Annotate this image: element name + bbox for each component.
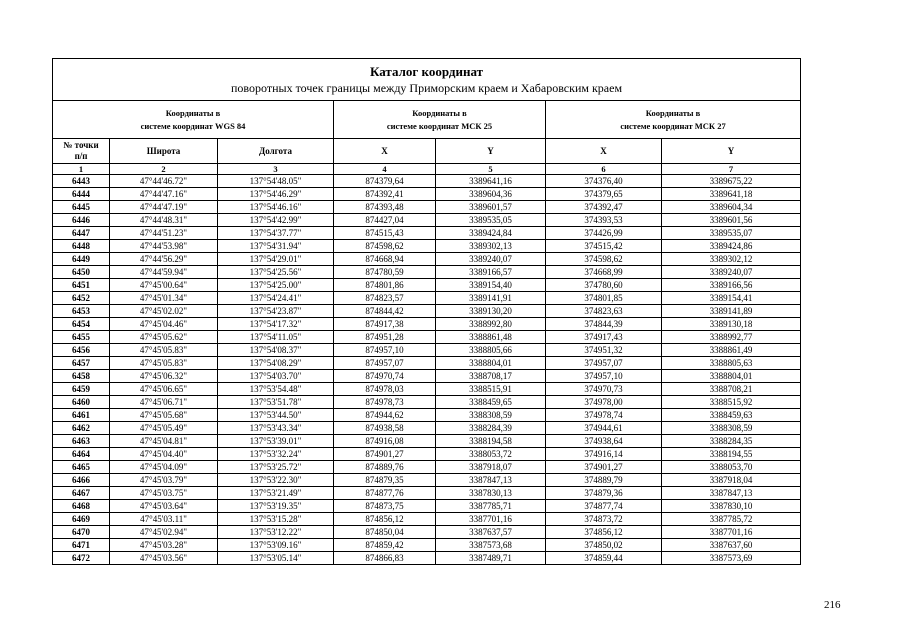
column-header-y-msk25: Y: [436, 139, 546, 164]
cell-x-msk25: 874957,10: [334, 344, 436, 357]
cell-y-msk27: 3387701,16: [662, 526, 801, 539]
cell-y-msk25: 3387918,07: [436, 461, 546, 474]
cell-y-msk25: 3389166,57: [436, 266, 546, 279]
cell-x-msk25: 874873,75: [334, 500, 436, 513]
cell-x-msk27: 374951,32: [546, 344, 662, 357]
cell-x-msk25: 874801,86: [334, 279, 436, 292]
cell-point-number: 6462: [53, 422, 110, 435]
cell-x-msk27: 374426,99: [546, 227, 662, 240]
cell-latitude: 47°45'01.34": [110, 292, 218, 305]
cell-latitude: 47°44'47.16": [110, 188, 218, 201]
cell-x-msk27: 374957,10: [546, 370, 662, 383]
table-row: [53, 526, 801, 539]
cell-longitude: 137°53'21.49": [218, 487, 334, 500]
cell-latitude: 47°44'56.29": [110, 253, 218, 266]
cell-longitude: 137°53'25.72": [218, 461, 334, 474]
table-row: [53, 292, 801, 305]
table-row: [53, 435, 801, 448]
cell-latitude: 47°44'47.19": [110, 201, 218, 214]
cell-point-number: 6466: [53, 474, 110, 487]
table-row: [53, 214, 801, 227]
cell-latitude: 47°45'03.56": [110, 552, 218, 565]
table-row: [53, 448, 801, 461]
cell-point-number: 6465: [53, 461, 110, 474]
cell-longitude: 137°54'37.77": [218, 227, 334, 240]
cell-x-msk25: 874844,42: [334, 305, 436, 318]
cell-y-msk27: 3387573,69: [662, 552, 801, 565]
cell-longitude: 137°54'29.01": [218, 253, 334, 266]
cell-x-msk27: 374393,53: [546, 214, 662, 227]
table-row: [53, 201, 801, 214]
cell-y-msk25: 3388284,39: [436, 422, 546, 435]
table-row: [53, 266, 801, 279]
cell-latitude: 47°45'05.62": [110, 331, 218, 344]
cell-x-msk27: 374392,47: [546, 201, 662, 214]
cell-x-msk27: 374379,65: [546, 188, 662, 201]
table-row: [53, 188, 801, 201]
table-row: [53, 253, 801, 266]
table-row: [53, 240, 801, 253]
cell-x-msk25: 874515,43: [334, 227, 436, 240]
cell-longitude: 137°54'08.37": [218, 344, 334, 357]
cell-latitude: 47°45'02.02": [110, 305, 218, 318]
cell-longitude: 137°53'32.24": [218, 448, 334, 461]
cell-y-msk27: 3389240,07: [662, 266, 801, 279]
table-row: [53, 318, 801, 331]
cell-x-msk27: 374780,60: [546, 279, 662, 292]
table-row: [53, 487, 801, 500]
column-header-x-msk25: X: [334, 139, 436, 164]
table-subtitle: поворотных точек границы между Приморским краем и Хабаровским краем: [231, 81, 623, 95]
cell-x-msk27: 374916,14: [546, 448, 662, 461]
cell-point-number: 6453: [53, 305, 110, 318]
cell-y-msk27: 3389424,86: [662, 240, 801, 253]
cell-y-msk25: 3387701,16: [436, 513, 546, 526]
cell-x-msk27: 374877,74: [546, 500, 662, 513]
cell-x-msk25: 874850,04: [334, 526, 436, 539]
cell-x-msk25: 874823,57: [334, 292, 436, 305]
cell-x-msk27: 374873,72: [546, 513, 662, 526]
cell-x-msk25: 874598,62: [334, 240, 436, 253]
cell-x-msk25: 874978,03: [334, 383, 436, 396]
cell-y-msk25: 3388805,66: [436, 344, 546, 357]
cell-x-msk25: 874938,58: [334, 422, 436, 435]
cell-y-msk25: 3388459,65: [436, 396, 546, 409]
cell-point-number: 6460: [53, 396, 110, 409]
cell-x-msk27: 374879,36: [546, 487, 662, 500]
cell-x-msk27: 374957,07: [546, 357, 662, 370]
cell-x-msk27: 374938,64: [546, 435, 662, 448]
cell-x-msk27: 374978,00: [546, 396, 662, 409]
cell-point-number: 6448: [53, 240, 110, 253]
column-number: 6: [546, 164, 662, 175]
coordinate-table: [52, 58, 801, 565]
cell-y-msk25: 3388804,01: [436, 357, 546, 370]
cell-latitude: 47°45'03.11": [110, 513, 218, 526]
cell-x-msk27: 374970,73: [546, 383, 662, 396]
cell-point-number: 6469: [53, 513, 110, 526]
table-row: [53, 344, 801, 357]
cell-longitude: 137°53'15.28": [218, 513, 334, 526]
cell-x-msk25: 874978,73: [334, 396, 436, 409]
table-row: [53, 539, 801, 552]
cell-latitude: 47°44'48.31": [110, 214, 218, 227]
column-number: 1: [53, 164, 110, 175]
cell-longitude: 137°54'03.70": [218, 370, 334, 383]
cell-x-msk27: 374376,40: [546, 175, 662, 188]
cell-longitude: 137°53'09.16": [218, 539, 334, 552]
cell-point-number: 6464: [53, 448, 110, 461]
cell-y-msk27: 3388805,63: [662, 357, 801, 370]
cell-y-msk27: 3388459,63: [662, 409, 801, 422]
cell-y-msk25: 3387489,71: [436, 552, 546, 565]
column-header-longitude: Долгота: [218, 139, 334, 164]
table-row: [53, 305, 801, 318]
cell-point-number: 6454: [53, 318, 110, 331]
cell-y-msk25: 3388861,48: [436, 331, 546, 344]
cell-x-msk25: 874970,74: [334, 370, 436, 383]
cell-latitude: 47°45'04.40": [110, 448, 218, 461]
cell-longitude: 137°54'11.05": [218, 331, 334, 344]
cell-y-msk25: 3389604,36: [436, 188, 546, 201]
cell-point-number: 6446: [53, 214, 110, 227]
table-row: [53, 279, 801, 292]
cell-point-number: 6455: [53, 331, 110, 344]
cell-y-msk25: 3388194,58: [436, 435, 546, 448]
column-number: 2: [110, 164, 218, 175]
cell-latitude: 47°45'04.09": [110, 461, 218, 474]
cell-y-msk25: 3389240,07: [436, 253, 546, 266]
cell-point-number: 6443: [53, 175, 110, 188]
cell-y-msk27: 3389535,07: [662, 227, 801, 240]
cell-y-msk27: 3387785,72: [662, 513, 801, 526]
cell-point-number: 6459: [53, 383, 110, 396]
cell-x-msk27: 374856,12: [546, 526, 662, 539]
cell-y-msk25: 3387637,57: [436, 526, 546, 539]
table-row: [53, 331, 801, 344]
cell-x-msk27: 374889,79: [546, 474, 662, 487]
cell-y-msk25: 3389535,05: [436, 214, 546, 227]
cell-y-msk27: 3388194,55: [662, 448, 801, 461]
cell-longitude: 137°53'05.14": [218, 552, 334, 565]
cell-latitude: 47°45'03.64": [110, 500, 218, 513]
cell-y-msk25: 3388992,80: [436, 318, 546, 331]
cell-point-number: 6456: [53, 344, 110, 357]
table-row: [53, 461, 801, 474]
column-number-row: [53, 164, 801, 175]
column-header-latitude: Широта: [110, 139, 218, 164]
cell-longitude: 137°53'39.01": [218, 435, 334, 448]
page-number: 216: [824, 599, 841, 611]
cell-y-msk25: 3388053,72: [436, 448, 546, 461]
cell-latitude: 47°45'03.79": [110, 474, 218, 487]
cell-point-number: 6468: [53, 500, 110, 513]
table-row: [53, 383, 801, 396]
cell-longitude: 137°54'46.16": [218, 201, 334, 214]
cell-y-msk25: 3389130,20: [436, 305, 546, 318]
table-row: [53, 474, 801, 487]
cell-y-msk27: 3387918,04: [662, 474, 801, 487]
table-title-cell: [53, 59, 801, 101]
cell-point-number: 6458: [53, 370, 110, 383]
column-number: 3: [218, 164, 334, 175]
cell-x-msk25: 874780,59: [334, 266, 436, 279]
cell-y-msk27: 3389601,56: [662, 214, 801, 227]
cell-longitude: 137°54'08.29": [218, 357, 334, 370]
cell-y-msk27: 3388804,01: [662, 370, 801, 383]
cell-x-msk27: 374668,99: [546, 266, 662, 279]
table-row: [53, 513, 801, 526]
cell-longitude: 137°53'44.50": [218, 409, 334, 422]
cell-x-msk25: 874889,76: [334, 461, 436, 474]
cell-x-msk25: 874393,48: [334, 201, 436, 214]
group-header-msk27: Координаты в системе координат МСК 27: [546, 101, 801, 139]
cell-longitude: 137°54'24.41": [218, 292, 334, 305]
cell-x-msk27: 374978,74: [546, 409, 662, 422]
coordinate-catalog-document: [52, 58, 800, 565]
cell-latitude: 47°45'05.68": [110, 409, 218, 422]
cell-latitude: 47°44'53.98": [110, 240, 218, 253]
cell-x-msk25: 874951,28: [334, 331, 436, 344]
group-header-msk25: Координаты в системе координат МСК 25: [334, 101, 546, 139]
cell-x-msk27: 374801,85: [546, 292, 662, 305]
cell-x-msk25: 874668,94: [334, 253, 436, 266]
cell-latitude: 47°45'06.65": [110, 383, 218, 396]
cell-latitude: 47°44'51.23": [110, 227, 218, 240]
cell-point-number: 6463: [53, 435, 110, 448]
cell-y-msk25: 3387573,68: [436, 539, 546, 552]
cell-longitude: 137°54'25.00": [218, 279, 334, 292]
cell-point-number: 6470: [53, 526, 110, 539]
table-row: [53, 422, 801, 435]
cell-y-msk27: 3388284,35: [662, 435, 801, 448]
coordinate-rows: [53, 175, 801, 565]
cell-latitude: 47°44'59.94": [110, 266, 218, 279]
cell-x-msk27: 374944,61: [546, 422, 662, 435]
cell-latitude: 47°45'04.46": [110, 318, 218, 331]
table-title: Каталог координат: [370, 64, 484, 79]
cell-y-msk25: 3389141,91: [436, 292, 546, 305]
cell-point-number: 6471: [53, 539, 110, 552]
cell-x-msk25: 874379,64: [334, 175, 436, 188]
cell-latitude: 47°45'00.64": [110, 279, 218, 292]
cell-longitude: 137°54'48.05": [218, 175, 334, 188]
column-number: 5: [436, 164, 546, 175]
cell-longitude: 137°53'43.34": [218, 422, 334, 435]
cell-y-msk27: 3387830,10: [662, 500, 801, 513]
cell-x-msk25: 874856,12: [334, 513, 436, 526]
cell-y-msk27: 3387637,60: [662, 539, 801, 552]
cell-longitude: 137°54'46.29": [218, 188, 334, 201]
cell-point-number: 6447: [53, 227, 110, 240]
cell-longitude: 137°53'12.22": [218, 526, 334, 539]
cell-latitude: 47°45'05.83": [110, 344, 218, 357]
table-row: [53, 409, 801, 422]
cell-x-msk25: 874944,62: [334, 409, 436, 422]
column-header-point: № точки п/п: [53, 139, 110, 164]
cell-y-msk25: 3389601,57: [436, 201, 546, 214]
cell-longitude: 137°54'31.94": [218, 240, 334, 253]
cell-x-msk27: 374823,63: [546, 305, 662, 318]
cell-longitude: 137°54'25.56": [218, 266, 334, 279]
cell-x-msk25: 874859,42: [334, 539, 436, 552]
column-number: 7: [662, 164, 801, 175]
cell-point-number: 6452: [53, 292, 110, 305]
cell-y-msk25: 3387830,13: [436, 487, 546, 500]
cell-y-msk25: 3387847,13: [436, 474, 546, 487]
cell-latitude: 47°45'05.83": [110, 357, 218, 370]
cell-point-number: 6472: [53, 552, 110, 565]
table-row: [53, 552, 801, 565]
cell-y-msk27: 3389154,41: [662, 292, 801, 305]
cell-y-msk27: 3389675,22: [662, 175, 801, 188]
cell-y-msk25: 3389641,16: [436, 175, 546, 188]
cell-longitude: 137°54'42.99": [218, 214, 334, 227]
cell-longitude: 137°54'23.87": [218, 305, 334, 318]
cell-x-msk25: 874901,27: [334, 448, 436, 461]
cell-point-number: 6445: [53, 201, 110, 214]
cell-y-msk27: 3389141,89: [662, 305, 801, 318]
cell-y-msk27: 3388708,21: [662, 383, 801, 396]
cell-y-msk25: 3388708,17: [436, 370, 546, 383]
cell-x-msk25: 874866,83: [334, 552, 436, 565]
cell-longitude: 137°54'17.32": [218, 318, 334, 331]
cell-y-msk27: 3389302,12: [662, 253, 801, 266]
cell-longitude: 137°53'51.78": [218, 396, 334, 409]
cell-x-msk25: 874877,76: [334, 487, 436, 500]
cell-x-msk25: 874917,38: [334, 318, 436, 331]
cell-latitude: 47°45'05.49": [110, 422, 218, 435]
cell-y-msk27: 3389641,18: [662, 188, 801, 201]
cell-y-msk25: 3389424,84: [436, 227, 546, 240]
cell-x-msk27: 374844,39: [546, 318, 662, 331]
cell-x-msk27: 374850,02: [546, 539, 662, 552]
table-row: [53, 175, 801, 188]
cell-latitude: 47°45'06.71": [110, 396, 218, 409]
group-header-wgs84: Координаты в системе координат WGS 84: [53, 101, 334, 139]
column-header-y-msk27: Y: [662, 139, 801, 164]
cell-latitude: 47°44'46.72": [110, 175, 218, 188]
cell-y-msk27: 3388053,70: [662, 461, 801, 474]
cell-x-msk27: 374598,62: [546, 253, 662, 266]
cell-point-number: 6451: [53, 279, 110, 292]
cell-longitude: 137°53'19.35": [218, 500, 334, 513]
cell-point-number: 6444: [53, 188, 110, 201]
cell-latitude: 47°45'03.75": [110, 487, 218, 500]
cell-longitude: 137°53'54.48": [218, 383, 334, 396]
cell-x-msk27: 374901,27: [546, 461, 662, 474]
cell-x-msk27: 374515,42: [546, 240, 662, 253]
cell-x-msk27: 374917,43: [546, 331, 662, 344]
cell-latitude: 47°45'06.32": [110, 370, 218, 383]
table-row: [53, 227, 801, 240]
cell-y-msk27: 3388308,59: [662, 422, 801, 435]
cell-x-msk25: 874879,35: [334, 474, 436, 487]
cell-point-number: 6449: [53, 253, 110, 266]
cell-y-msk25: 3389302,13: [436, 240, 546, 253]
column-header-x-msk27: X: [546, 139, 662, 164]
cell-y-msk27: 3389130,18: [662, 318, 801, 331]
cell-y-msk25: 3389154,40: [436, 279, 546, 292]
table-row: [53, 370, 801, 383]
cell-y-msk27: 3389604,34: [662, 201, 801, 214]
cell-latitude: 47°45'04.81": [110, 435, 218, 448]
cell-point-number: 6461: [53, 409, 110, 422]
table-row: [53, 500, 801, 513]
cell-y-msk25: 3387785,71: [436, 500, 546, 513]
cell-point-number: 6450: [53, 266, 110, 279]
cell-x-msk27: 374859,44: [546, 552, 662, 565]
cell-x-msk25: 874957,07: [334, 357, 436, 370]
cell-point-number: 6457: [53, 357, 110, 370]
cell-y-msk27: 3388992,77: [662, 331, 801, 344]
cell-longitude: 137°53'22.30": [218, 474, 334, 487]
cell-y-msk27: 3387847,13: [662, 487, 801, 500]
cell-y-msk27: 3388861,49: [662, 344, 801, 357]
cell-x-msk25: 874916,08: [334, 435, 436, 448]
table-row: [53, 396, 801, 409]
table-row: [53, 357, 801, 370]
cell-y-msk27: 3389166,56: [662, 279, 801, 292]
cell-y-msk25: 3388308,59: [436, 409, 546, 422]
cell-x-msk25: 874392,41: [334, 188, 436, 201]
cell-x-msk25: 874427,04: [334, 214, 436, 227]
cell-latitude: 47°45'03.28": [110, 539, 218, 552]
cell-y-msk27: 3388515,92: [662, 396, 801, 409]
cell-point-number: 6467: [53, 487, 110, 500]
cell-y-msk25: 3388515,91: [436, 383, 546, 396]
column-number: 4: [334, 164, 436, 175]
cell-latitude: 47°45'02.94": [110, 526, 218, 539]
